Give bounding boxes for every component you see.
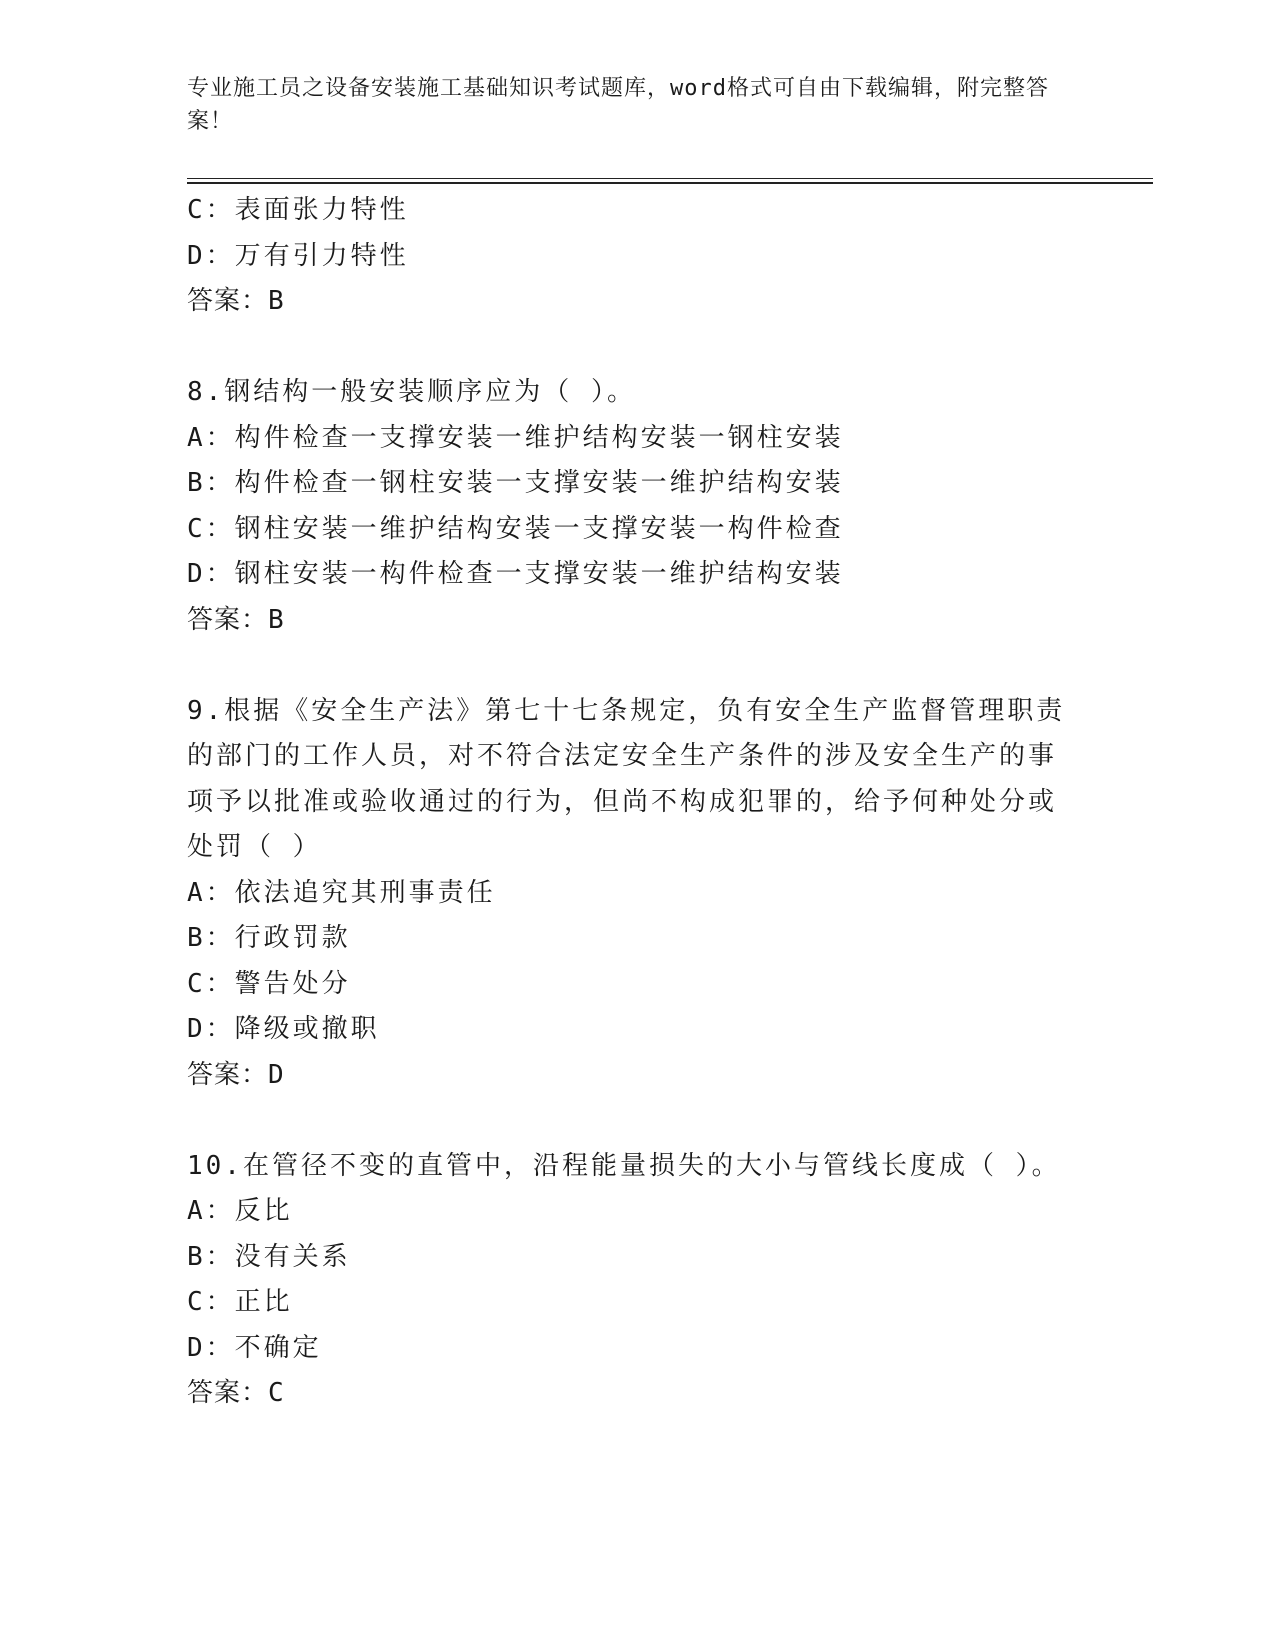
option-a: A：依法追究其刑事责任 bbox=[187, 877, 496, 908]
header-rule-thick bbox=[187, 182, 1153, 184]
option-c: C：正比 bbox=[187, 1287, 293, 1317]
question-stem: 8.钢结构一般安装顺序应为（ ）。 bbox=[187, 377, 636, 407]
option-d: D：降级或撤职 bbox=[187, 1014, 380, 1044]
answer: 答案：B bbox=[187, 286, 285, 316]
option-b: B：构件检查一钢柱安装一支撑安装一维护结构安装 bbox=[187, 468, 844, 498]
answer: 答案：D bbox=[187, 1059, 285, 1090]
spacer bbox=[187, 325, 1067, 371]
question-8 bbox=[187, 370, 1067, 643]
option-a: A：构件检查一支撑安装一维护结构安装一钢柱安装 bbox=[187, 422, 844, 453]
answer: 答案：C bbox=[187, 1378, 285, 1408]
option-b: B：没有关系 bbox=[187, 1241, 351, 1272]
question-stem-line-1: 9.根据《安全生产法》第七十七条规定，负有安全生产监督管理职责 bbox=[187, 695, 1066, 726]
option-c: C：表面张力特性 bbox=[187, 195, 409, 225]
option-c: C：警告处分 bbox=[187, 968, 351, 999]
question-body bbox=[187, 188, 1067, 1417]
question-stem-line-3: 项予以批准或验收通过的行为，但尚不构成犯罪的，给予何种处分或 bbox=[187, 786, 1058, 817]
answer: 答案：B bbox=[187, 604, 285, 635]
question-10 bbox=[187, 1144, 1067, 1417]
page-header: 专业施工员之设备安装施工基础知识考试题库，word格式可自由下载编辑，附完整答案！ bbox=[187, 76, 1049, 134]
spacer bbox=[187, 643, 1067, 689]
question-stem-line-2: 的部门的工作人员，对不符合法定安全生产条件的涉及安全生产的事 bbox=[187, 741, 1058, 771]
option-d: D：钢柱安装一构件检查一支撑安装一维护结构安装 bbox=[187, 559, 844, 589]
question-9 bbox=[187, 689, 1067, 1099]
question-stem-line-4: 处罚（ ） bbox=[187, 832, 322, 862]
header-rule-thin bbox=[187, 178, 1153, 179]
option-a: A：反比 bbox=[187, 1196, 293, 1226]
spacer bbox=[187, 1098, 1067, 1144]
question-stem: 10.在管径不变的直管中，沿程能量损失的大小与管线长度成（ ）。 bbox=[187, 1150, 1061, 1181]
option-d: D：不确定 bbox=[187, 1332, 322, 1363]
option-d: D：万有引力特性 bbox=[187, 240, 409, 271]
option-b: B：行政罚款 bbox=[187, 923, 351, 953]
option-c: C：钢柱安装一维护结构安装一支撑安装一构件检查 bbox=[187, 513, 844, 544]
question-7 bbox=[187, 188, 1067, 325]
